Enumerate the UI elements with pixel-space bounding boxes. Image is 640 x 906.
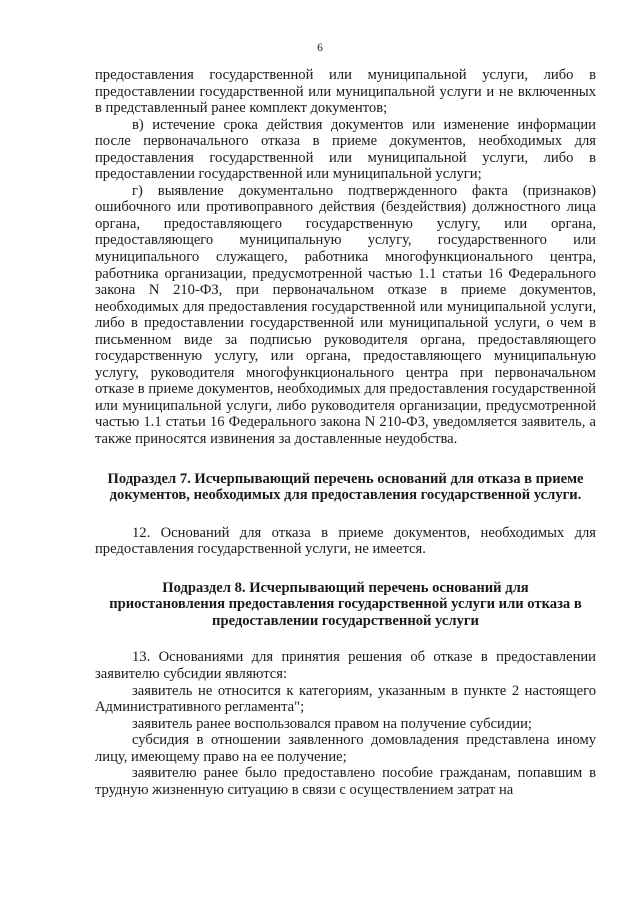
paragraph-v: в) истечение срока действия документов или изменение информации после первоначального отказа в приеме документов, необходимых для предоставления государственной или муниципальной услуги, либо в предоставлении государственной или муниципальной услуги; xyxy=(95,116,596,183)
list-item: субсидия в отношении заявленного домовладения представлена иному лицу, имеющему право на ее получение; xyxy=(95,732,596,765)
subsection-8-heading: Подраздел 8. Исчерпывающий перечень оснований для приостановления предоставления государственной услуги или отказа в предоставлении государственной услуги xyxy=(109,579,582,629)
page-number: 6 xyxy=(317,42,323,54)
paragraph-13: 13. Основаниями для принятия решения об отказе в предоставлении заявителю субсидии являются: xyxy=(95,649,596,682)
document-body xyxy=(95,67,596,798)
subsection-7-heading: Подраздел 7. Исчерпывающий перечень оснований для отказа в приеме документов, необходимых для предоставления государственной услуги. xyxy=(107,470,584,504)
list-item: заявитель ранее воспользовался правом на получение субсидии; xyxy=(132,715,532,732)
paragraph-continuation: предоставления государственной или муниципальной услуги, либо в предоставлении государственной или муниципальной услуги и не включенных в представленный ранее комплект документов; xyxy=(95,67,596,117)
list-item: заявителю ранее было предоставлено пособие гражданам, попавшим в трудную жизненную ситуацию в связи с осуществлением затрат на xyxy=(95,765,596,798)
paragraph-12: 12. Оснований для отказа в приеме документов, необходимых для предоставления государственной услуги, не имеется. xyxy=(95,524,596,558)
list-item: заявитель не относится к категориям, указанным в пункте 2 настоящего Административного регламента"; xyxy=(95,682,596,716)
paragraph-g: г) выявление документально подтвержденного факта (признаков) ошибочного или противоправного действия (бездействия) должностного лица органа, предоставляющего государственную услугу, или органа, предоставляющего муниципальную услугу, государственного или муниципального служащего, работника многофункционального центра, работника организации, предусмотренной частью 1.1 статьи 16 Федерального закона N 210-ФЗ, при первоначальном отказе в приеме документов, необходимых для предоставления государственной или муниципальной услуги, либо в предоставлении государственной или муниципальной услуги, о чем в письменном виде за подписью руководителя органа, предоставляющего государственную услугу, или органа, предоставляющего муниципальную услугу, руководителя многофункционального центра при первоначальном отказе в приеме документов, необходимых для предоставления государственной или муниципальной услуги, либо руководителя организации, предусмотренной частью 1.1 статьи 16 Федерального закона N 210-ФЗ, уведомляется заявитель, а также приносятся извинения за доставленные неудобства. xyxy=(95,182,596,448)
